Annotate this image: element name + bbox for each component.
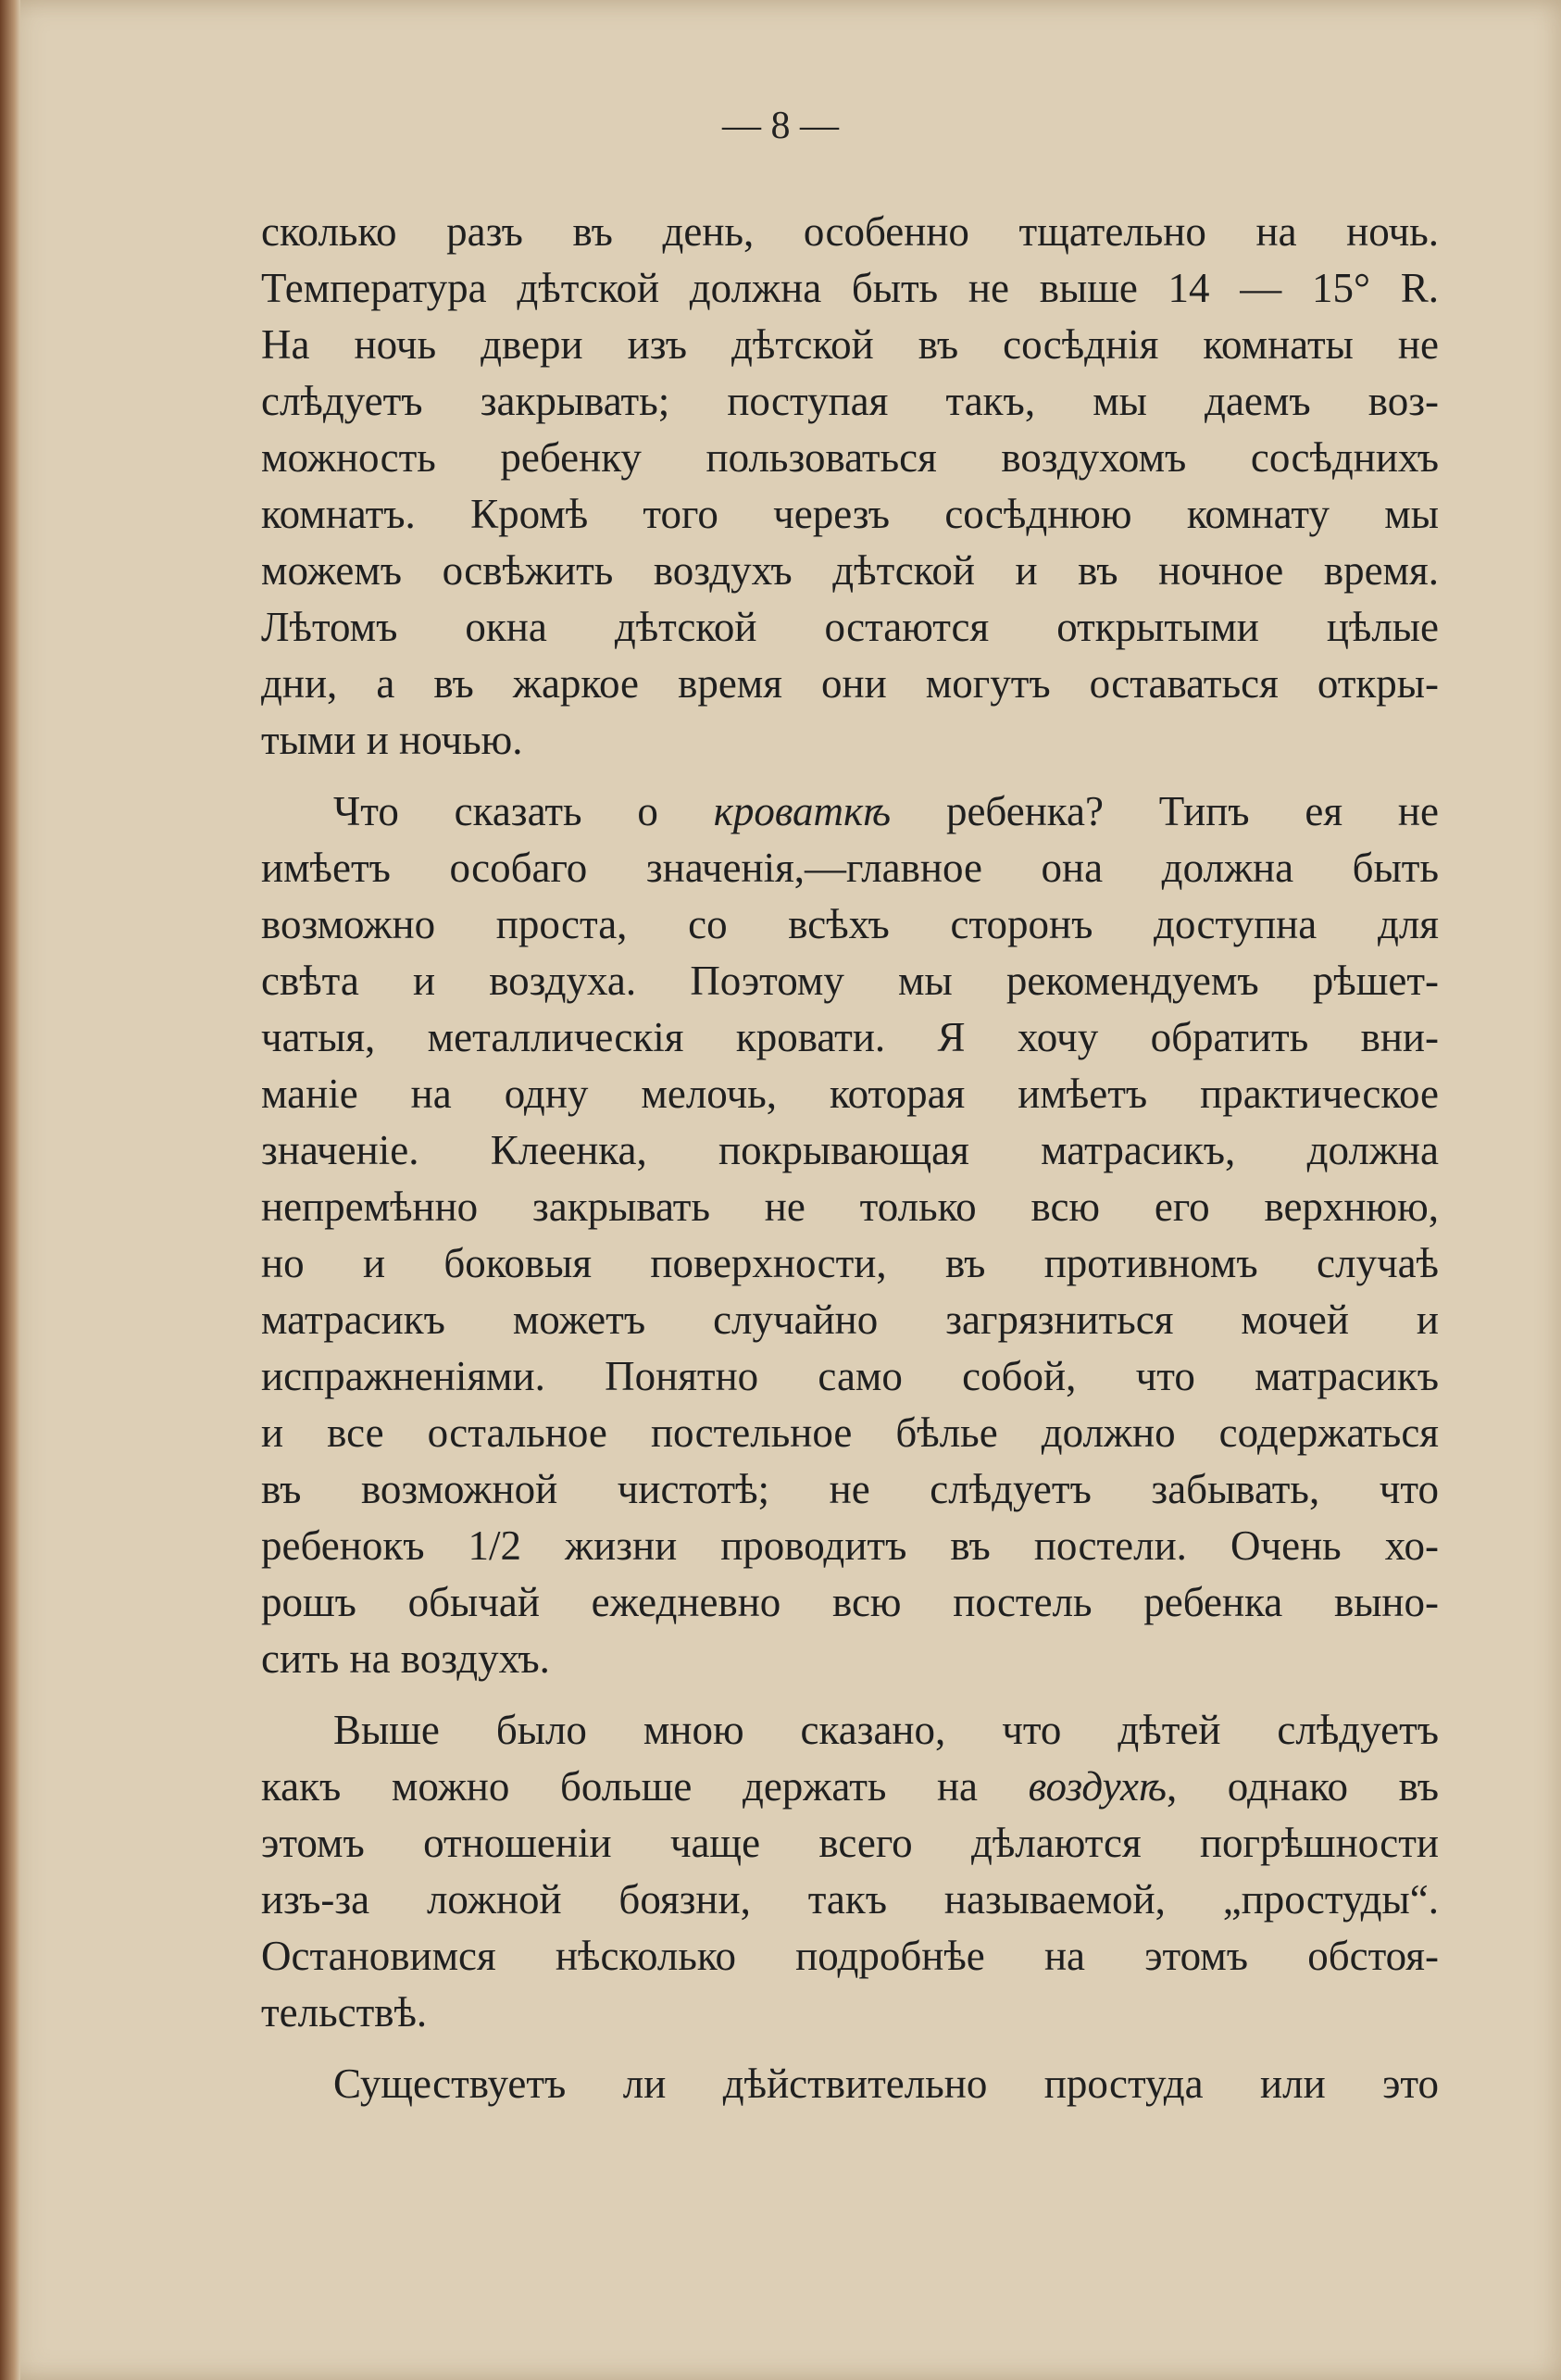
text-line: возможно проста, со всѣхъ сторонъ доступна для bbox=[261, 901, 1439, 947]
text-line: но и боковыя поверхности, въ противномъ случаѣ bbox=[261, 1240, 1439, 1286]
text-line: Температура дѣтской должна быть не выше 14 — 15° R. bbox=[261, 265, 1439, 311]
text-fragment: какъ можно больше держать на bbox=[261, 1763, 1029, 1810]
text-line: тыми и ночью. bbox=[261, 717, 523, 763]
text-line: маніе на одну мелочь, которая имѣетъ практическое bbox=[261, 1071, 1439, 1117]
text-line: этомъ отношеніи чаще всего дѣлаются погрѣшности bbox=[261, 1820, 1439, 1866]
text-line: можность ребенку пользоваться воздухомъ сосѣднихъ bbox=[261, 434, 1439, 481]
text-line: Выше было мною сказано, что дѣтей слѣдуетъ bbox=[333, 1707, 1439, 1753]
text-line: чатыя, металлическія кровати. Я хочу обратить вни- bbox=[261, 1014, 1439, 1060]
text-line: изъ-за ложной боязни, такъ называемой, „простуды“. bbox=[261, 1876, 1439, 1923]
text-line: рошъ обычай ежедневно всю постель ребенка выно- bbox=[261, 1579, 1439, 1625]
page-number: — 8 — bbox=[722, 105, 839, 147]
body-text bbox=[261, 204, 1439, 2112]
text-line: Лѣтомъ окна дѣтской остаются открытыми цѣлые bbox=[261, 604, 1439, 650]
italic-word: воздухѣ bbox=[1028, 1763, 1167, 1810]
text-line bbox=[261, 1759, 1439, 1815]
text-fragment: , однако въ bbox=[1166, 1763, 1439, 1810]
text-line: и все остальное постельное бѣлье должно содержаться bbox=[261, 1409, 1439, 1456]
text-fragment: ребенка? Типъ ея не bbox=[891, 788, 1439, 834]
text-line bbox=[261, 783, 1439, 840]
text-line: матрасикъ можетъ случайно загрязниться мочей и bbox=[261, 1296, 1439, 1343]
text-line: тельствѣ. bbox=[261, 1989, 428, 2036]
text-line: непремѣнно закрывать не только всю его верхнюю, bbox=[261, 1184, 1439, 1230]
text-line: сколько разъ въ день, особенно тщательно на ночь. bbox=[261, 208, 1439, 255]
text-line: комнатъ. Кромѣ того черезъ сосѣднюю комнату мы bbox=[261, 491, 1439, 537]
text-line: имѣетъ особаго значенія,—главное она должна быть bbox=[261, 845, 1439, 891]
text-line: свѣта и воздуха. Поэтому мы рекомендуемъ рѣшет- bbox=[261, 958, 1439, 1004]
text-line: Остановимся нѣсколько подробнѣе на этомъ обстоя- bbox=[261, 1933, 1439, 1979]
text-line: значеніе. Клеенка, покрывающая матрасикъ, должна bbox=[261, 1127, 1439, 1173]
italic-word: кроваткѣ bbox=[713, 788, 892, 834]
text-line: можемъ освѣжить воздухъ дѣтской и въ ночное время. bbox=[261, 547, 1439, 594]
text-line: слѣдуетъ закрывать; поступая такъ, мы даемъ воз- bbox=[261, 378, 1439, 424]
text-line: На ночь двери изъ дѣтской въ сосѣднія комнаты не bbox=[261, 321, 1439, 368]
page-gutter bbox=[0, 0, 20, 2380]
text-line: Существуетъ ли дѣйствительно простуда или это bbox=[333, 2061, 1439, 2107]
text-line: сить на воздухъ. bbox=[261, 1635, 550, 1682]
text-line: въ возможной чистотѣ; не слѣдуетъ забывать, что bbox=[261, 1466, 1439, 1512]
text-fragment: Что сказать о bbox=[333, 788, 714, 834]
text-line: ребенокъ 1/2 жизни проводитъ въ постели. Очень хо- bbox=[261, 1522, 1439, 1569]
text-line: испражненіями. Понятно само собой, что матрасикъ bbox=[261, 1353, 1439, 1399]
text-line: дни, а въ жаркое время они могутъ оставаться откры- bbox=[261, 660, 1439, 707]
